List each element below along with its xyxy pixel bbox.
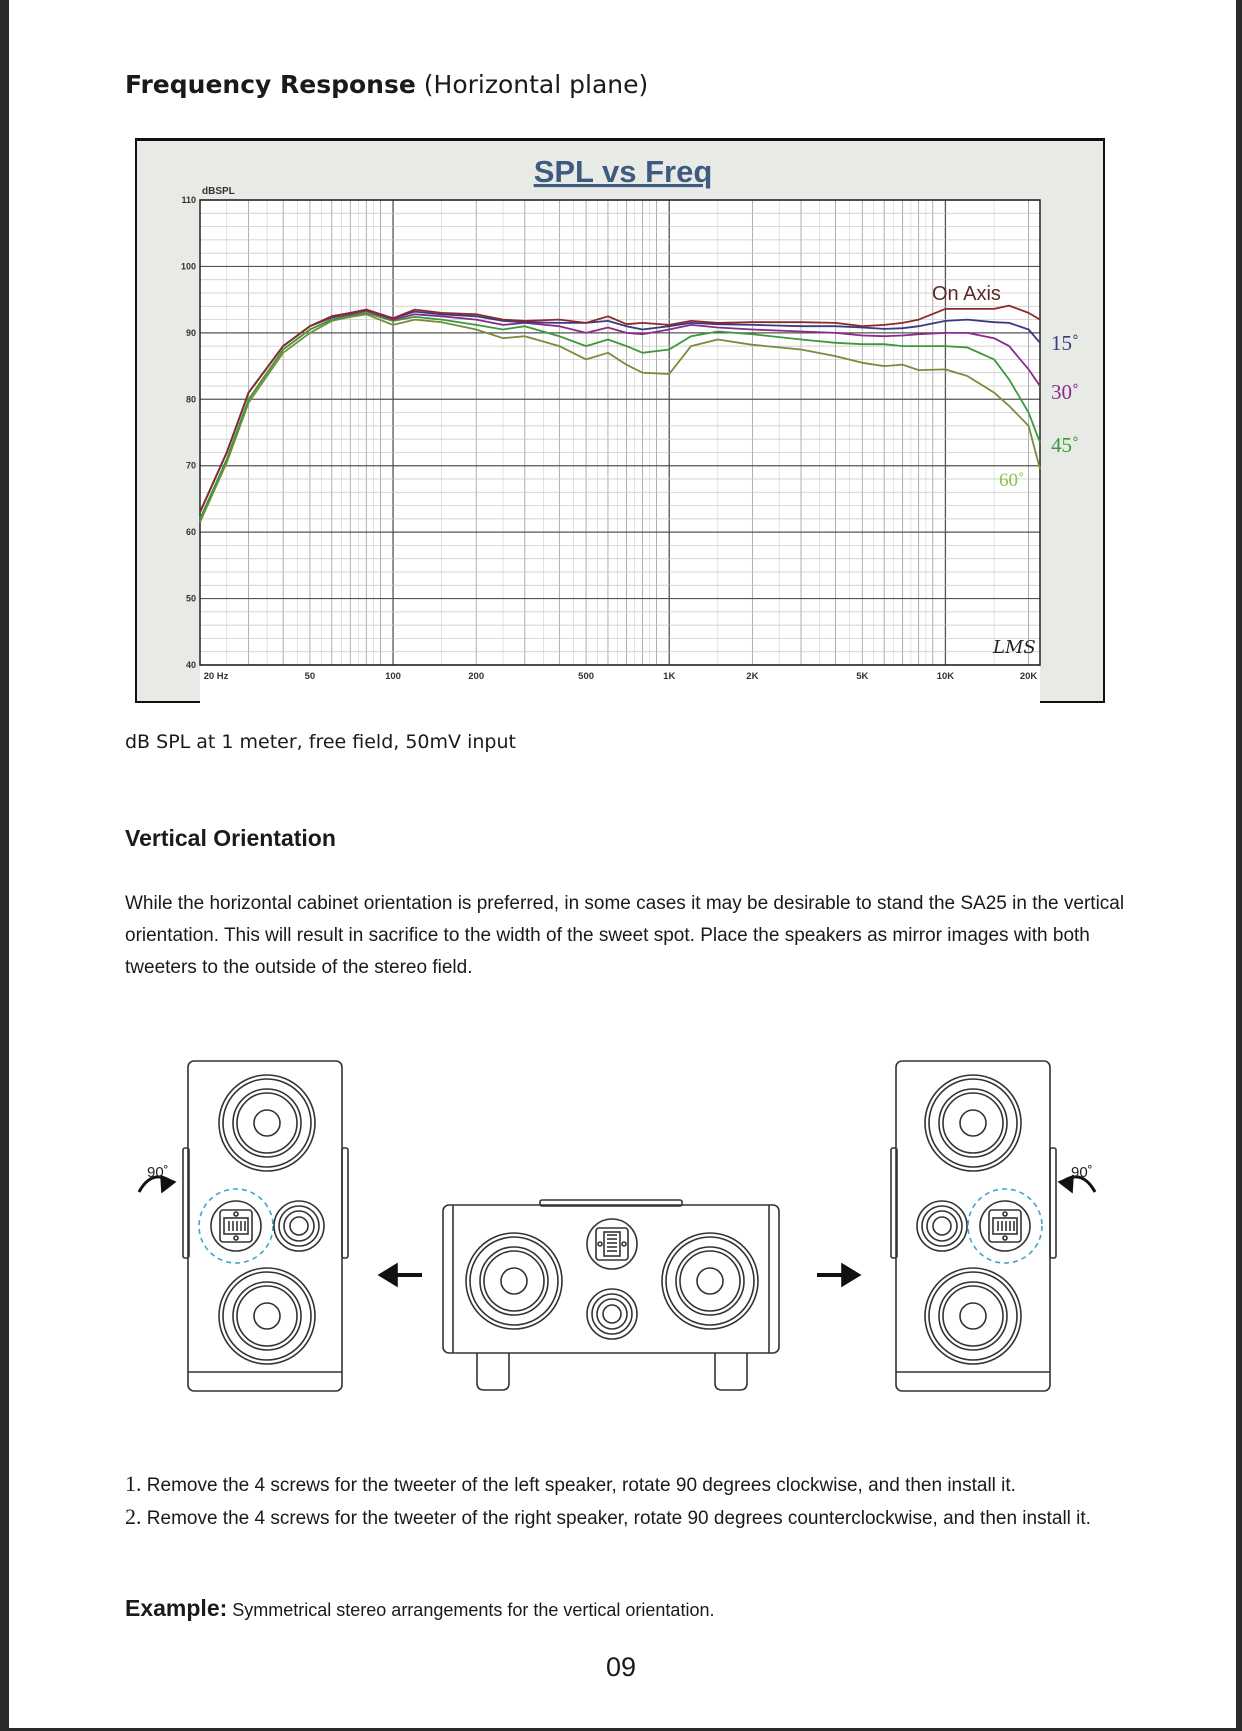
- label-30: 30˚: [1051, 380, 1079, 404]
- example-label: Example:: [125, 1595, 228, 1621]
- x-tick-label: 20 Hz: [203, 671, 229, 682]
- page-number: 09: [605, 1652, 637, 1682]
- step-1-text: Remove the 4 screws for the tweeter of the left speaker, rotate 90 degrees clockwise, and then install it.: [141, 1475, 1016, 1496]
- y-tick-label: 80: [185, 394, 196, 405]
- x-tick-label: 10K: [936, 671, 955, 682]
- heading-rest: (Horizontal plane): [415, 70, 649, 99]
- step-1-number: 1.: [125, 1471, 142, 1496]
- center-horizontal-speaker: [443, 1200, 779, 1390]
- y-tick-label: 60: [185, 527, 196, 538]
- label-on-axis: On Axis: [932, 283, 1001, 305]
- example-note: [125, 1595, 714, 1622]
- y-axis-label: dBSPL: [202, 186, 235, 197]
- x-tick-label: 500: [578, 671, 595, 682]
- page-edge-right: [1236, 0, 1242, 1731]
- illustration-svg: [125, 1050, 1115, 1410]
- step-1: [125, 1468, 1135, 1501]
- y-tick-label: 70: [185, 460, 196, 471]
- y-tick-label: 100: [180, 261, 196, 272]
- x-tick-label: 100: [385, 671, 401, 682]
- chart-svg: [135, 138, 1105, 703]
- heading-bold: Frequency Response: [125, 70, 416, 99]
- section-title-vertical-orientation: Vertical Orientation: [125, 825, 336, 851]
- label-45: 45˚: [1051, 433, 1079, 457]
- y-tick-label: 90: [185, 327, 196, 338]
- speaker-orientation-illustration: [125, 1050, 1115, 1410]
- x-tick-label: 50: [304, 671, 316, 682]
- rotate-right-label: 90˚: [1071, 1164, 1093, 1181]
- page-edge-left: [0, 0, 9, 1731]
- y-tick-label: 50: [185, 593, 196, 604]
- arrow-right-icon: [817, 1264, 860, 1286]
- instruction-steps: [125, 1468, 1135, 1534]
- plot-area: [200, 200, 1040, 703]
- frequency-response-chart: [135, 138, 1105, 703]
- label-15: 15˚: [1051, 331, 1079, 355]
- lms-watermark: LMS: [993, 637, 1036, 658]
- x-tick-label: 5K: [856, 671, 869, 682]
- x-tick-label: 200: [468, 671, 485, 682]
- x-tick-label: 1K: [663, 671, 676, 682]
- arrow-left-icon: [379, 1264, 422, 1286]
- chart-title: SPL vs Freq: [533, 154, 713, 189]
- example-text: Symmetrical stereo arrangements for the vertical orientation.: [227, 1600, 715, 1620]
- rotate-left-label: 90˚: [147, 1164, 169, 1181]
- step-2-number: 2.: [125, 1504, 142, 1529]
- x-tick-label: 2K: [746, 671, 759, 682]
- y-tick-label: 110: [181, 195, 196, 205]
- x-tick-label: 20K: [1019, 671, 1038, 682]
- step-2: [125, 1501, 1135, 1534]
- label-60: 60˚: [999, 470, 1025, 491]
- right-vertical-speaker: [891, 1061, 1056, 1391]
- chart-caption: dB SPL at 1 meter, free field, 50mV input: [125, 731, 516, 753]
- step-2-text: Remove the 4 screws for the tweeter of the right speaker, rotate 90 degrees counterclockwise, and then install it.: [141, 1508, 1091, 1529]
- vertical-orientation-paragraph: While the horizontal cabinet orientation is preferred, in some cases it may be desirable to stand the SA25 in the vertical orientation. This will result in sacrifice to the width of the sweet spot. Place the speakers as mirror images with both tweeters to the outside of the stereo field.: [125, 893, 1125, 978]
- left-vertical-speaker: [183, 1061, 348, 1391]
- section-title-frequency-response: [125, 70, 648, 99]
- y-tick-label: 40: [185, 660, 196, 670]
